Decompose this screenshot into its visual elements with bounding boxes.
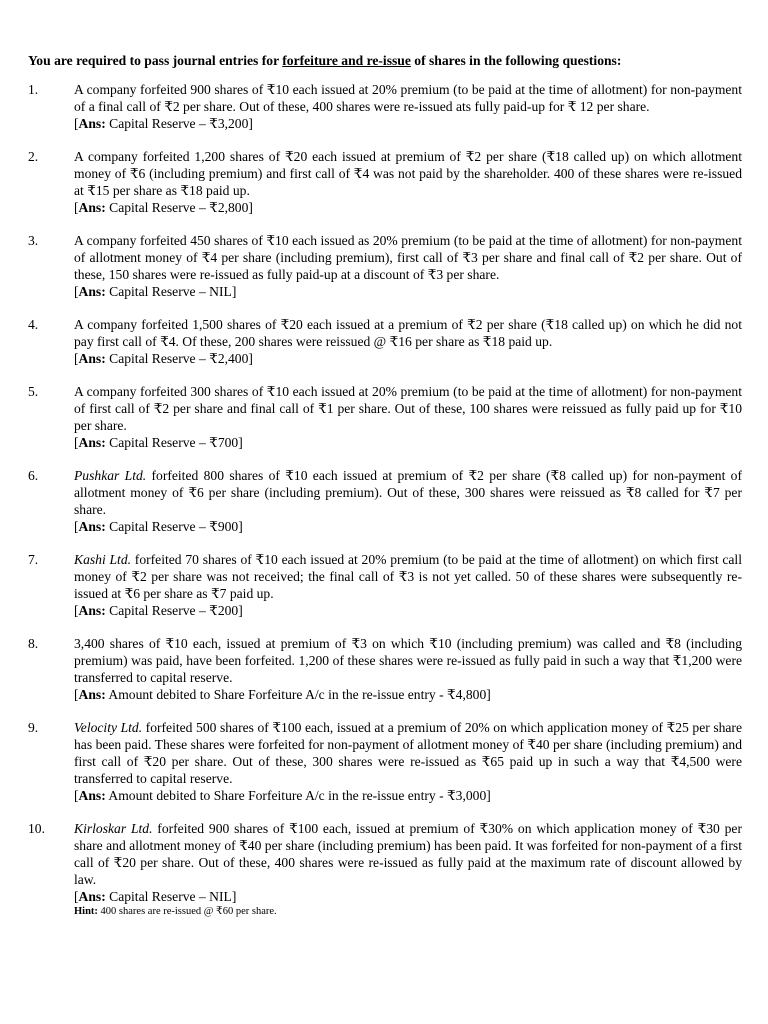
answer-label: Ans: xyxy=(78,519,106,534)
answer-value: Capital Reserve – ₹200] xyxy=(105,603,243,618)
heading-underlined: forfeiture and re-issue xyxy=(282,53,411,68)
question-number: 3. xyxy=(28,233,39,248)
answer-label: Ans: xyxy=(78,116,106,131)
answer-value: Capital Reserve – ₹2,400] xyxy=(105,351,253,366)
answer-label: Ans: xyxy=(78,687,106,702)
question-item xyxy=(28,551,742,619)
question-body xyxy=(74,148,742,216)
answer-value: Capital Reserve – ₹900] xyxy=(105,519,243,534)
answer-value: Amount debited to Share Forfeiture A/c in the re-issue entry - ₹4,800] xyxy=(105,687,491,702)
answer-label: Ans: xyxy=(78,200,106,215)
question-number: 10. xyxy=(28,821,45,836)
answer-label: Ans: xyxy=(78,284,106,299)
question-item xyxy=(28,383,742,451)
question-number: 6. xyxy=(28,468,39,483)
question-text-body: A company forfeited 1,200 shares of ₹20 each issued at premium of ₹2 per share (₹18 called up) on which allotment money of ₹6 (including premium) and first call of ₹4 was not paid by the shareholder. 400 of these shares were re-issued at ₹15 per share as ₹18 paid up. xyxy=(74,149,742,198)
hint-text: 400 shares are re-issued @ ₹60 per share. xyxy=(97,906,277,917)
question-text xyxy=(74,820,742,888)
answer-line xyxy=(74,283,742,300)
question-text xyxy=(74,551,742,602)
question-body xyxy=(74,719,742,804)
answer-bracket: [ xyxy=(74,116,79,131)
question-text xyxy=(74,316,742,350)
question-text-body: forfeited 70 shares of ₹10 each issued at 20% premium (to be paid at the time of allotment) on which first call money of ₹2 per share was not received; the final call of ₹3 is not yet called. 50 of these shares were subsequently re-issued at ₹6 per share as ₹7 paid up. xyxy=(74,552,742,601)
question-number: 2. xyxy=(28,149,39,164)
answer-value: Capital Reserve – ₹3,200] xyxy=(105,116,253,131)
heading-prefix: You are required to pass journal entries for xyxy=(28,53,283,68)
question-item xyxy=(28,820,742,919)
question-body xyxy=(74,551,742,619)
answer-value: Capital Reserve – ₹700] xyxy=(105,435,243,450)
answer-line xyxy=(74,350,742,367)
answer-label: Ans: xyxy=(78,889,106,904)
question-item xyxy=(28,148,742,216)
company-name: Pushkar Ltd. xyxy=(74,468,147,483)
question-item xyxy=(28,81,742,132)
answer-label: Ans: xyxy=(78,435,106,450)
answer-label: Ans: xyxy=(78,351,106,366)
question-text-body: 3,400 shares of ₹10 each, issued at premium of ₹3 on which ₹10 (including premium) was called and ₹8 (including premium) was paid, have been forfeited. 1,200 of these shares were re-issued as fully paid in such a way that ₹1,200 were transferred to capital reserve. xyxy=(74,636,742,685)
instructions-heading xyxy=(28,52,742,69)
company-name: Kashi Ltd. xyxy=(74,552,132,567)
answer-line xyxy=(74,434,742,451)
question-number: 1. xyxy=(28,82,39,97)
question-list xyxy=(28,81,742,919)
question-number: 8. xyxy=(28,636,39,651)
answer-label: Ans: xyxy=(78,603,106,618)
company-name: Velocity Ltd. xyxy=(74,720,143,735)
question-body xyxy=(74,467,742,535)
question-body xyxy=(74,383,742,451)
hint-label: Hint: xyxy=(74,906,98,917)
answer-value: Capital Reserve – ₹2,800] xyxy=(105,200,253,215)
question-text-body: forfeited 500 shares of ₹100 each, issued at a premium of 20% on which application money of ₹25 per share has been paid. These shares were forfeited for non-payment of allotment money of ₹40 per share (including premium) and first call of ₹20 per share. Out of these, 300 shares were re-issued as ₹65 paid up in such a way that ₹4,500 were transferred to capital reserve. xyxy=(74,720,742,786)
company-name: Kirloskar Ltd. xyxy=(74,821,153,836)
answer-bracket: [ xyxy=(74,519,79,534)
answer-bracket: [ xyxy=(74,603,79,618)
answer-label: Ans: xyxy=(78,788,106,803)
answer-line xyxy=(74,115,742,132)
question-text-body: A company forfeited 900 shares of ₹10 each issued at 20% premium (to be paid at the time of allotment) for non-payment of a final call of ₹2 per share. Out of these, 400 shares were re-issued ats fully paid-up for ₹ 12 per share. xyxy=(74,82,742,114)
answer-bracket: [ xyxy=(74,351,79,366)
hint-line xyxy=(74,905,742,919)
question-item xyxy=(28,316,742,367)
question-body xyxy=(74,635,742,703)
question-text-body: A company forfeited 1,500 shares of ₹20 each issued at a premium of ₹2 per share (₹18 called up) on which he did not pay first call of ₹4. Of these, 200 shares were reissued @ ₹16 per share as ₹18 paid up. xyxy=(74,317,742,349)
question-number: 4. xyxy=(28,317,39,332)
question-item xyxy=(28,635,742,703)
question-number: 5. xyxy=(28,384,39,399)
answer-bracket: [ xyxy=(74,284,79,299)
question-text xyxy=(74,467,742,518)
heading-suffix: of shares in the following questions: xyxy=(410,53,622,68)
question-text xyxy=(74,81,742,115)
question-body xyxy=(74,232,742,300)
answer-bracket: [ xyxy=(74,889,79,904)
question-text xyxy=(74,148,742,199)
answer-value: Capital Reserve – NIL] xyxy=(105,284,237,299)
answer-bracket: [ xyxy=(74,435,79,450)
question-text-body: forfeited 900 shares of ₹100 each, issued at premium of ₹30% on which application money of ₹30 per share and allotment money of ₹40 per share (including premium) has been paid. It was forfeited for non-payment of a first call of ₹20 per share. Out of these, 400 shares were re-issued as fully paid at the maximum rate of discount allowed by law. xyxy=(74,821,742,887)
answer-line xyxy=(74,602,742,619)
answer-bracket: [ xyxy=(74,200,79,215)
answer-bracket: [ xyxy=(74,788,79,803)
answer-value: Amount debited to Share Forfeiture A/c in the re-issue entry - ₹3,000] xyxy=(105,788,491,803)
question-text-body: A company forfeited 300 shares of ₹10 each issued at 20% premium (to be paid at the time of allotment) for non-payment of first call of ₹2 per share and final call of ₹1 per share. Out of these, 100 shares were reissued as fully paid up for ₹10 per share. xyxy=(74,384,742,433)
question-number: 7. xyxy=(28,552,39,567)
question-text xyxy=(74,635,742,686)
question-item xyxy=(28,719,742,804)
question-text-body: A company forfeited 450 shares of ₹10 each issued as 20% premium (to be paid at the time of allotment) for non-payment of allotment money of ₹4 per share (including premium), first call of ₹3 per share and final call of ₹2 per share. Out of these, 150 shares were re-issued as fully paid-up at a discount of ₹3 per share. xyxy=(74,233,742,282)
question-text xyxy=(74,719,742,787)
answer-bracket: [ xyxy=(74,687,79,702)
answer-line xyxy=(74,686,742,703)
question-body xyxy=(74,316,742,367)
question-body xyxy=(74,81,742,132)
answer-line xyxy=(74,787,742,804)
question-item xyxy=(28,467,742,535)
answer-line xyxy=(74,518,742,535)
question-number: 9. xyxy=(28,720,39,735)
answer-line xyxy=(74,888,742,905)
answer-line xyxy=(74,199,742,216)
question-text-body: forfeited 800 shares of ₹10 each issued at premium of ₹2 per share (₹8 called up) for non-payment of allotment money of ₹6 per share (including premium). Out of these, 300 shares were reissued as ₹8 called for ₹7 per share. xyxy=(74,468,742,517)
answer-value: Capital Reserve – NIL] xyxy=(105,889,237,904)
question-text xyxy=(74,383,742,434)
question-body xyxy=(74,820,742,919)
question-text xyxy=(74,232,742,283)
question-item xyxy=(28,232,742,300)
